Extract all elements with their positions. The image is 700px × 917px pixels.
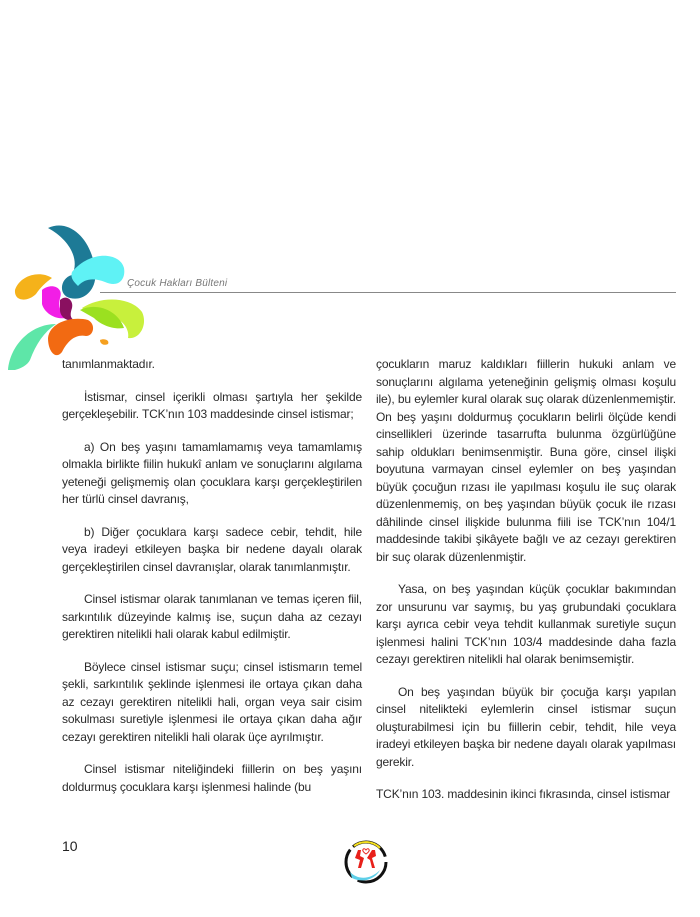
paragraph: Yasa, on beş yaşından küçük çocuklar bakımından zor unsurunu var saymış, bu yaş grubundaki çocuklara karşı ayrıca cebir veya tehdit kullanmak suretiyle suçun işlenmesi halini TCK’nın 103/4 maddesinde daha fazla cezayı gerektiren nitelikli hal olarak benimsemiştir.: [376, 582, 676, 666]
decorative-petals-graphic: [0, 220, 160, 370]
paragraph: Cinsel istismar olarak tanımlanan ve temas içeren fiil, sarkıntılık düzeyinde kalmış ise, suçun daha az cezayı gerektiren nitelikli hali olarak kabul edilmiştir.: [62, 592, 362, 641]
paragraph: On beş yaşından büyük bir çocuğa karşı yapılan cinsel nitelikteki eylemlerin cinsel istismar suçun oluşturabilmesi için bu fiillerin cebir, tehdit, hile veya iradeyi etkileyen başka bir nedene dayalı olarak yapılması gerekir.: [376, 684, 676, 769]
paragraph: a) On beş yaşını tamamlamamış veya tamamlamış olmakla birlikte fiilin hukukî anlam ve sonuçlarını algılama yeteneği gelişmemiş olan çocuklara karşı gerçekleştirilen her türlü cinsel davranış,: [62, 439, 362, 506]
paragraph: çocukların maruz kaldıkları fiillerin hukuki anlam ve sonuçlarını algılama yeteneğinin gelişmiş olması koşulu ile), bu eylemler kural olarak suç olarak düzenlenmemiştir. On beş yaşını doldurmuş çocukların belirli ölçüde kendi cinsellikleri üzerinde tasarrufta bulunma özgürlüğüne sahip oldukları benimsenmiştir. Buna göre, cinsel ilişki boyutuna varmayan cinsel eylemler on beş yaşından büyük çocuğun rızası ile yapılması koşulu ile suç olarak düzenlenmemiş, on beş yaşından büyük çocuk ile rızası dâhilinde cinsel ilişkide bulunma fiili ise TCK’nın 104/1 maddesinde takibi şikâyete bağlı ve az cezayı gerektiren bir suç olarak düzenlenmiştir.: [376, 357, 676, 564]
paragraph: tanımlanmaktadır.: [62, 357, 155, 371]
paragraph: İstismar, cinsel içerikli olması şartıyla her şekilde gerçekleşebilir. TCK’nın 103 maddesinde cinsel istismar;: [62, 389, 362, 421]
heart-icon: [363, 849, 369, 854]
page-number: 10: [62, 838, 78, 854]
organization-logo: [340, 840, 392, 888]
mint-petal: [8, 324, 56, 370]
left-text-column: [62, 356, 362, 811]
small-orange-drop: [100, 339, 108, 345]
publication-title: Çocuk Hakları Bülteni: [127, 278, 228, 289]
child-figure-left: [355, 850, 364, 868]
header-divider: [100, 292, 676, 293]
paragraph: TCK’nın 103. maddesinin ikinci fıkrasında, cinsel istismar: [376, 787, 671, 801]
right-text-column: [376, 356, 676, 819]
paragraph: b) Diğer çocuklara karşı sadece cebir, tehdit, hile veya iradeyi etkileyen başka bir nedene dayalı olarak gerçekleştirilen cinsel davranışlar, olarak tanımlanmıştır.: [62, 524, 362, 574]
paragraph: Böylece cinsel istismar suçu; cinsel istismarın temel şekli, sarkıntılık şeklinde işlenmesi ile ortaya çıkan daha az cezayı gerektiren nitelikli hali, organ veya sair cisim sokulması suretiyle işlenmesi ile ortaya çıkan daha ağır cezayı gerektiren nitelikli hali olarak üçe ayrılmıştır.: [62, 659, 362, 744]
paragraph: Cinsel istismar niteliğindeki fiillerin on beş yaşını doldurmuş çocuklara karşı işlenmesi halinde (bu: [62, 762, 362, 794]
